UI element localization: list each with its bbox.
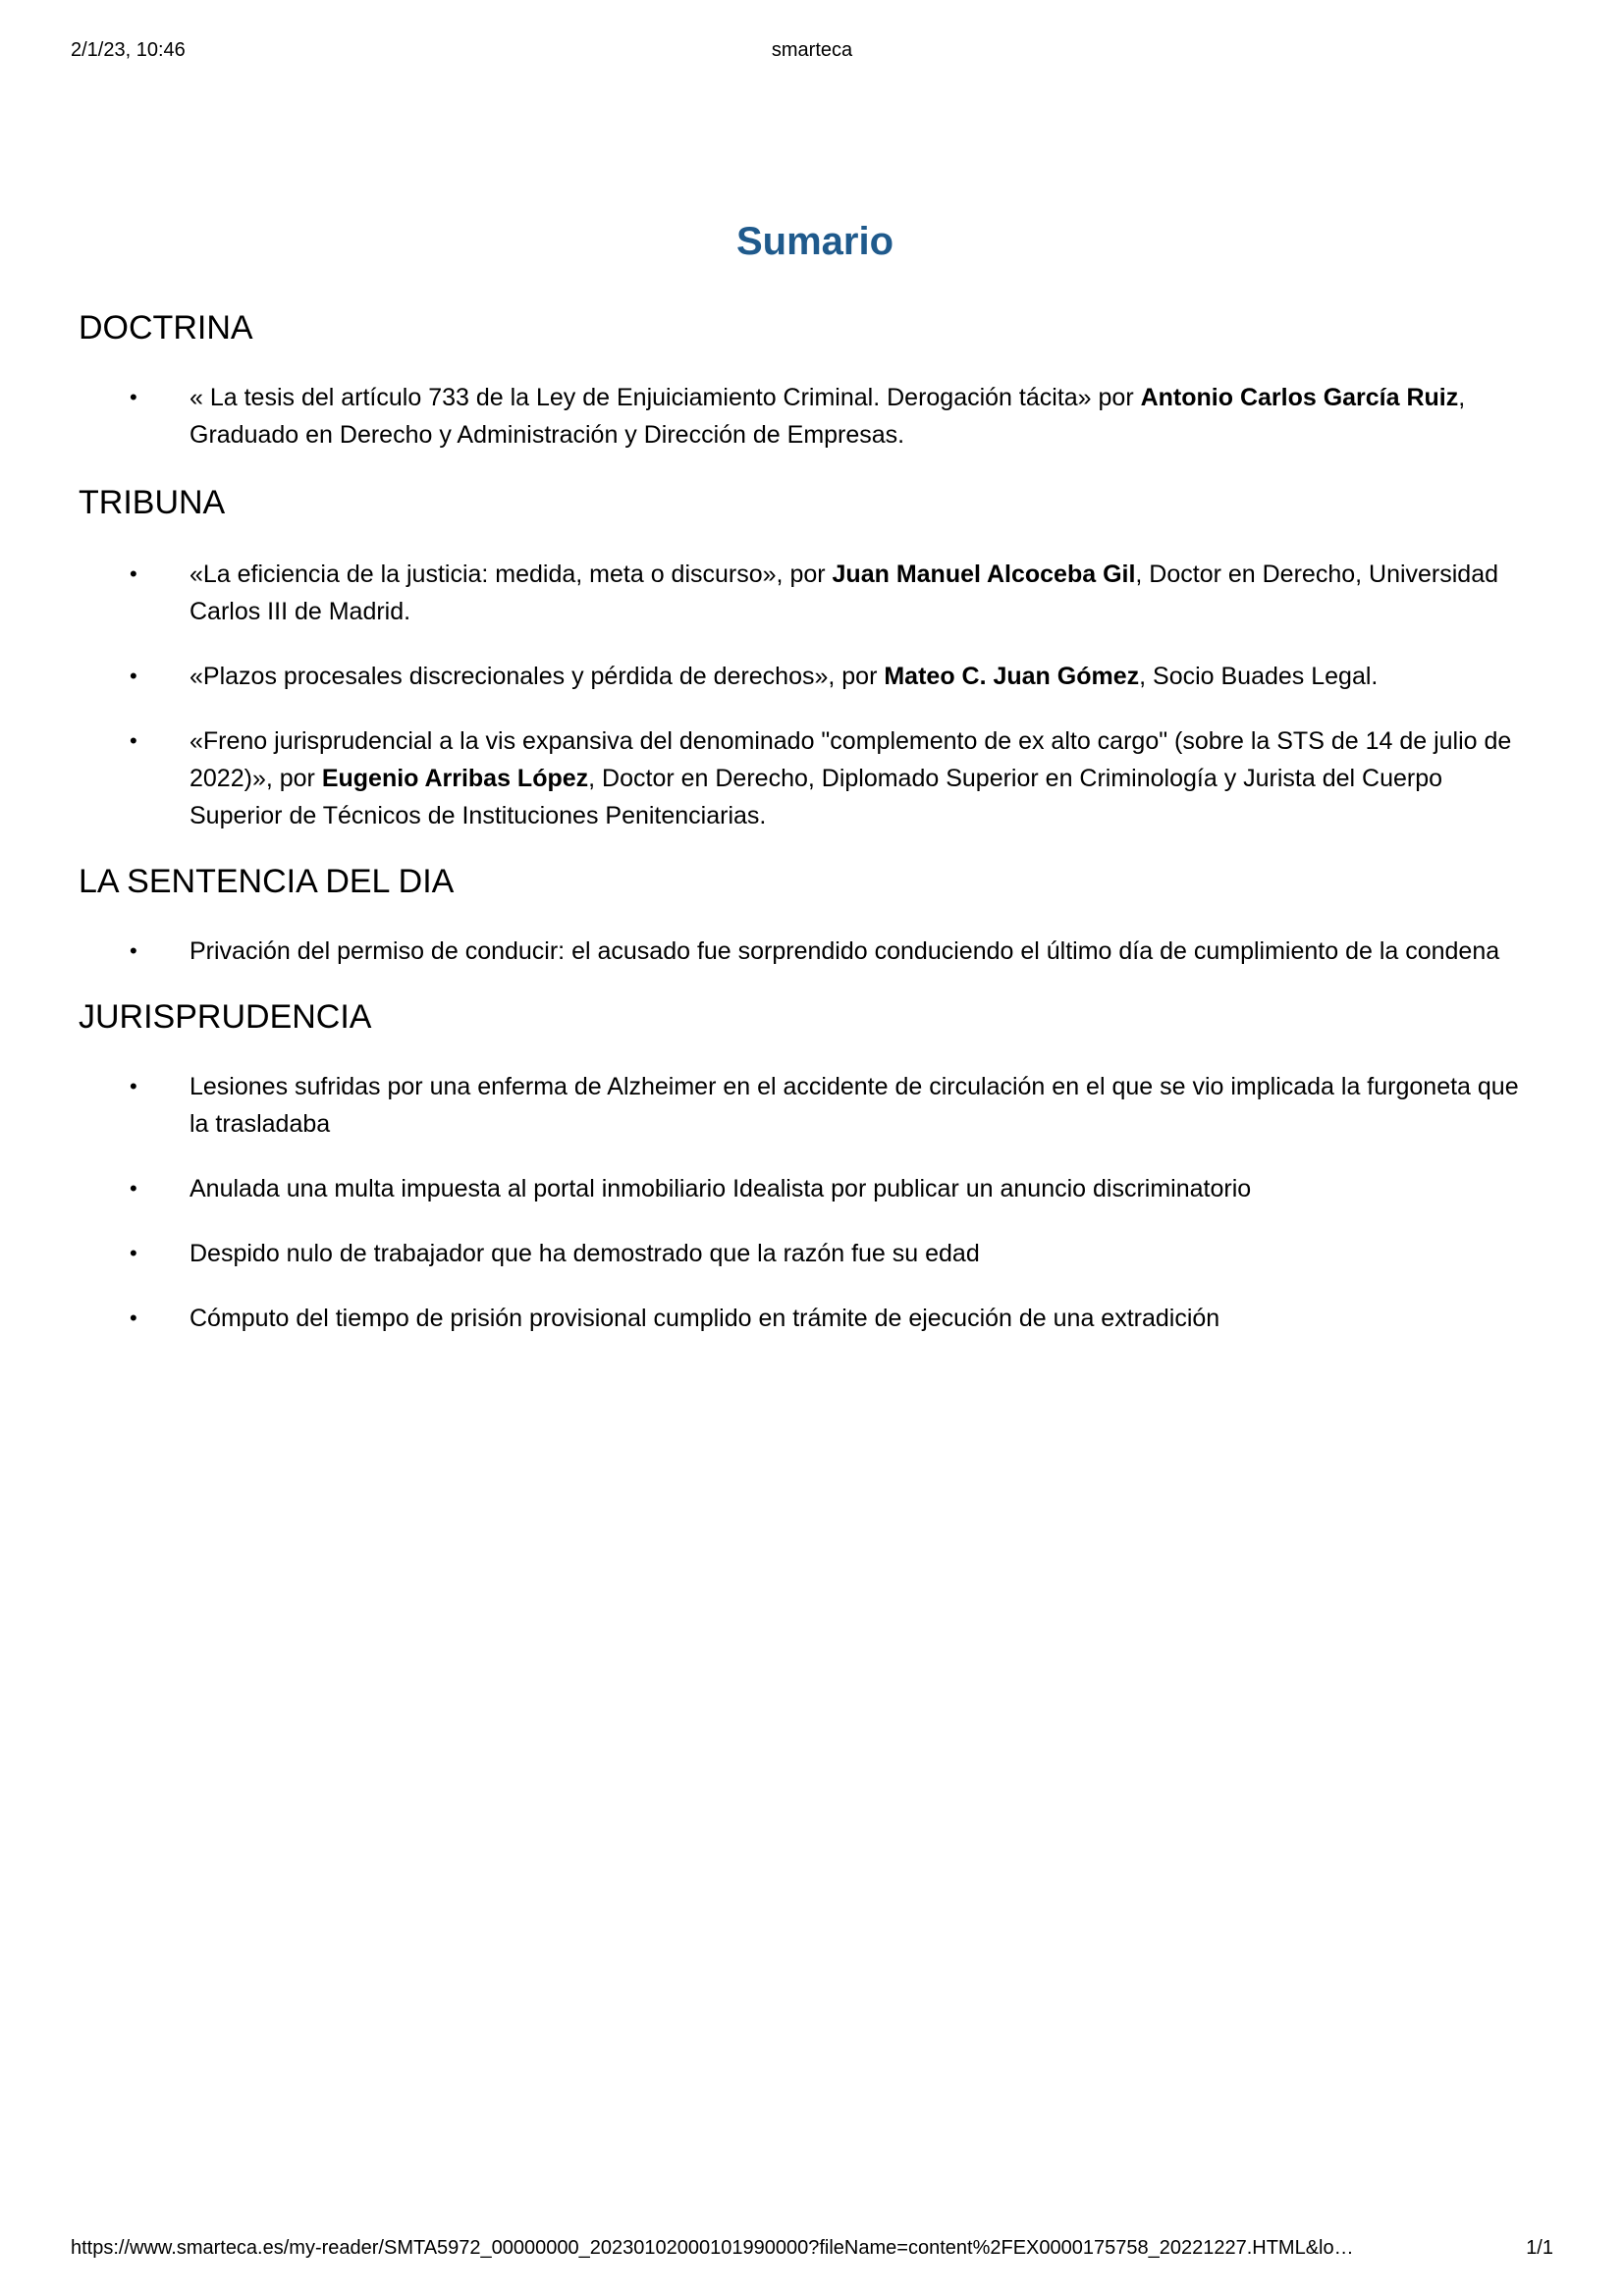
item-text: Cómputo del tiempo de prisión provisional cumplido en trámite de ejecución de una extradición	[189, 1305, 1220, 1332]
print-url: https://www.smarteca.es/my-reader/SMTA5972_00000000_20230102000101990000?fileName=content%2FEX0000175758_20221227.HTML&lo…	[71, 2237, 1354, 2259]
item-text: Lesiones sufridas por una enferma de Alzheimer en el accidente de circulación en el que se vio implicada la furgoneta que la trasladaba	[189, 1073, 1519, 1138]
article-title: «Plazos procesales discrecionales y pérdida de derechos», por	[189, 663, 885, 690]
article-title: « La tesis del artículo 733 de la Ley de Enjuiciamiento Criminal. Derogación tácita» por	[189, 384, 1141, 411]
summary-content	[79, 214, 1551, 1337]
bullet-icon: •	[130, 938, 137, 963]
doctrina-list	[79, 379, 1551, 454]
section-heading-jurisprudencia: JURISPRUDENCIA	[79, 998, 372, 1036]
bullet-icon: •	[130, 1176, 137, 1201]
bullet-icon: •	[130, 664, 137, 688]
item-text: Despido nulo de trabajador que ha demostrado que la razón fue su edad	[189, 1240, 980, 1267]
print-datetime: 2/1/23, 10:46	[71, 39, 186, 61]
item-text: Anulada una multa impuesta al portal inmobiliario Idealista por publicar un anuncio discriminatorio	[189, 1175, 1252, 1202]
sentencia-list	[79, 933, 1551, 970]
print-site-name: smarteca	[771, 39, 853, 61]
list-item	[79, 722, 1519, 834]
list-item	[79, 1068, 1519, 1143]
list-item	[79, 379, 1519, 454]
section-heading-doctrina: DOCTRINA	[79, 309, 253, 347]
item-text: Privación del permiso de conducir: el acusado fue sorprendido conduciendo el último día de cumplimiento de la condena	[189, 937, 1500, 965]
list-item	[79, 1300, 1519, 1337]
author-description: , Socio Buades Legal.	[1139, 663, 1379, 690]
list-item	[79, 1170, 1519, 1207]
list-item	[79, 1235, 1519, 1272]
author-description: , Graduado en Derecho y Administración y Dirección de Empresas.	[189, 384, 1466, 449]
author-name: Antonio Carlos García Ruiz	[1140, 384, 1459, 411]
author-name: Eugenio Arribas López	[321, 765, 589, 792]
print-header	[71, 39, 1553, 69]
section-tribuna	[79, 479, 1551, 834]
article-title: «Freno jurisprudencial a la vis expansiva del denominado "complemento de ex alto cargo" (sobre la STS de 14 de julio de 2022)», por	[189, 727, 1512, 792]
bullet-icon: •	[130, 1241, 137, 1265]
section-sentencia-del-dia	[79, 858, 1551, 970]
author-description: , Doctor en Derecho, Diplomado Superior en Criminología y Jurista del Cuerpo Superior de Técnicos de Instituciones Penitenciarias.	[189, 765, 1443, 829]
article-title: «La eficiencia de la justicia: medida, meta o discurso», por	[189, 561, 833, 588]
author-name: Mateo C. Juan Gómez	[884, 663, 1140, 690]
tribuna-list	[79, 556, 1551, 834]
bullet-icon: •	[130, 385, 137, 409]
section-heading-sentencia: LA SENTENCIA DEL DIA	[79, 863, 455, 900]
section-heading-tribuna: TRIBUNA	[79, 484, 226, 521]
bullet-icon: •	[130, 728, 137, 753]
bullet-icon: •	[130, 561, 137, 586]
list-item	[79, 658, 1519, 695]
bullet-icon: •	[130, 1074, 137, 1098]
jurisprudencia-list	[79, 1068, 1551, 1337]
list-item	[79, 933, 1519, 970]
print-footer	[71, 2237, 1553, 2267]
bullet-icon: •	[130, 1306, 137, 1330]
list-item	[79, 556, 1519, 630]
author-description: , Doctor en Derecho, Universidad Carlos III de Madrid.	[189, 561, 1499, 625]
author-name: Juan Manuel Alcoceba Gil	[832, 561, 1136, 588]
section-jurisprudencia	[79, 993, 1551, 1337]
page-number: 1/1	[1526, 2237, 1553, 2259]
page-title: Sumario	[735, 220, 894, 263]
section-doctrina	[79, 304, 1551, 454]
